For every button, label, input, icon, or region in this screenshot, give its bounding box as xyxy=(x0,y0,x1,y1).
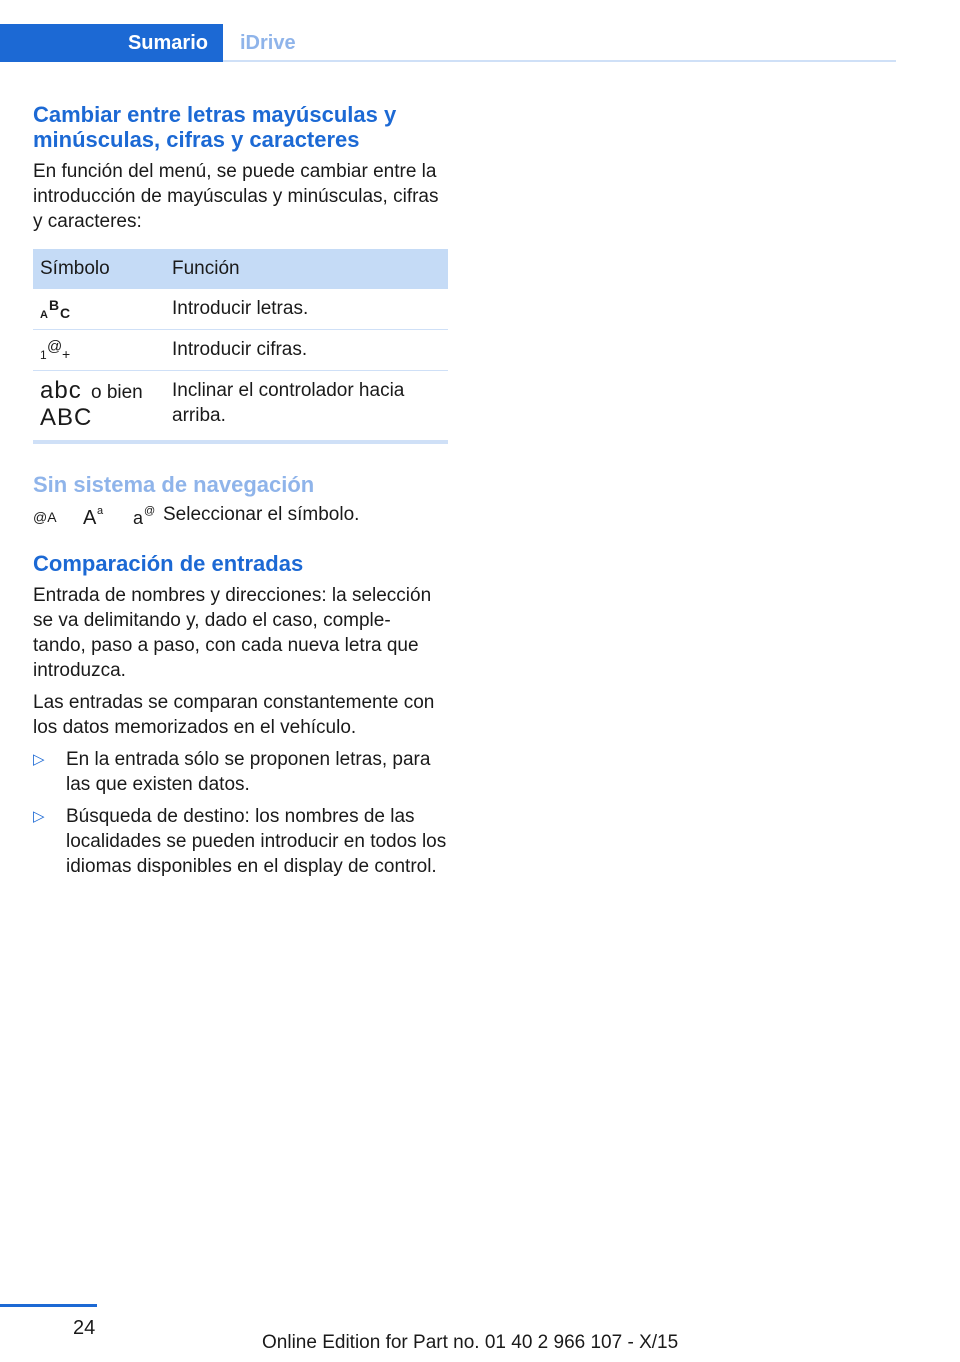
at-a-icon xyxy=(33,504,59,526)
list-item-text: En la entrada sólo se proponen letras, para las que existen datos. xyxy=(66,749,431,795)
symbol-cell xyxy=(33,371,165,443)
section-title-case: Cambiar entre letras mayúsculas y minúsculas, cifras y caracteres xyxy=(33,102,397,152)
svg-text:1: 1 xyxy=(40,347,47,362)
tab-sumario-label: Sumario xyxy=(127,31,208,54)
section-intro: En función del menú, se puede cambiar entre la introducción de mayúsculas y minúsculas, cifras y caracteres: xyxy=(33,161,439,232)
svg-text:@: @ xyxy=(144,504,156,517)
function-cell: Inclinar el controlador hacia arriba. xyxy=(165,371,448,443)
section-title-compare: Comparación de entradas xyxy=(33,551,304,576)
edition-text: Online Edition for Part no. 01 40 2 966 107 - X/15 xyxy=(262,1332,679,1353)
compare-paragraph-2: Las entradas se comparan constantemente con los datos memorizados en el vehículo. xyxy=(33,692,435,738)
table-row xyxy=(33,289,448,330)
content-column xyxy=(33,102,448,886)
svg-text:B: B xyxy=(49,296,60,313)
uppercase-a-icon xyxy=(83,503,109,527)
svg-text:C: C xyxy=(60,304,71,321)
table-row xyxy=(33,330,448,371)
svg-text:A: A xyxy=(83,506,97,527)
function-cell: Introducir cifras. xyxy=(165,330,448,371)
footer-rule xyxy=(0,1304,97,1307)
list-item xyxy=(33,804,448,879)
tab-idrive-label: iDrive xyxy=(240,31,296,54)
list-item xyxy=(33,747,448,797)
page-number: 24 xyxy=(73,1317,96,1339)
svg-text:a: a xyxy=(133,507,144,527)
function-cell: Introducir letras. xyxy=(165,289,448,330)
section-title-no-nav: Sin sistema de navegación xyxy=(33,472,315,497)
triangle-bullet-icon: ▷ xyxy=(33,808,45,825)
lowercase-abc-icon: abc xyxy=(40,377,82,404)
symbol-cell xyxy=(33,289,165,330)
symbol-cell xyxy=(33,330,165,371)
svg-text:@A: @A xyxy=(33,508,57,525)
symbol-table xyxy=(33,249,448,444)
or-text: o bien xyxy=(90,382,143,403)
table-header-row xyxy=(33,249,448,289)
svg-text:@: @ xyxy=(47,337,63,355)
svg-text:A: A xyxy=(40,308,48,321)
list-item-text: Búsqueda de destino: los nombres de las localidades se pueden introducir en todos los idiomas disponibles en el display de control. xyxy=(66,806,447,877)
col-symbol-header: Símbolo xyxy=(33,249,165,289)
nav-symbols-row xyxy=(33,502,448,527)
numbers-icon xyxy=(40,338,74,362)
table-row xyxy=(33,371,448,443)
col-function-header: Función xyxy=(165,249,448,289)
tab-idrive[interactable] xyxy=(240,24,296,62)
lowercase-a-icon xyxy=(133,503,157,527)
compare-paragraph-1: Entrada de nombres y direcciones: la selección se va delimitando y, dado el caso, comple‐ tando, paso a paso, con cada nueva letra que introduzca. xyxy=(33,585,432,681)
select-symbol-text: Seleccionar el símbolo. xyxy=(163,503,360,525)
svg-text:a: a xyxy=(97,504,104,517)
triangle-bullet-icon: ▷ xyxy=(33,751,45,768)
uppercase-abc-icon: ABC xyxy=(40,404,93,431)
compare-list xyxy=(33,747,448,879)
letters-icon xyxy=(40,297,74,321)
svg-text:+: + xyxy=(62,345,71,362)
tab-sumario[interactable] xyxy=(0,24,223,62)
